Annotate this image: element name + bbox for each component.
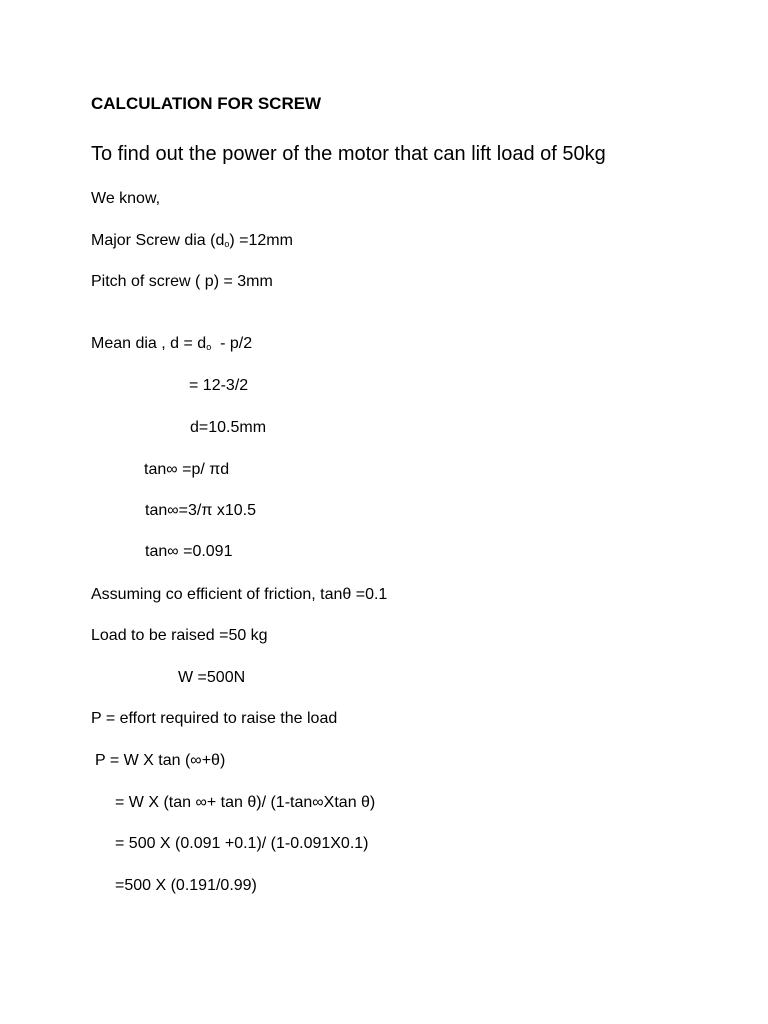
- text: ) =12mm: [229, 232, 293, 249]
- equation-line: d=10.5mm: [190, 419, 267, 436]
- subscript: o: [224, 239, 230, 249]
- problem-statement: To find out the power of the motor that can lift load of 50kg: [91, 143, 606, 165]
- equation-line: tan∞=3/π x10.5: [145, 502, 256, 519]
- equation-line: tan∞ =0.091: [145, 543, 233, 560]
- text: - p/2: [211, 335, 253, 352]
- equation-line: =500 X (0.191/0.99): [115, 877, 257, 894]
- equation-line: tan∞ =p/ πd: [144, 461, 230, 478]
- mean-diameter-line: [91, 334, 252, 357]
- equation-line: W =500N: [178, 669, 246, 686]
- text-line: Load to be raised =50 kg: [91, 627, 268, 644]
- equation-line: = 12-3/2: [189, 377, 249, 394]
- text: Major Screw dia (d: [91, 232, 225, 249]
- equation-line: = W X (tan ∞+ tan θ)/ (1-tan∞Xtan θ): [115, 794, 376, 811]
- text: Mean dia , d = d: [91, 335, 207, 352]
- equation-line: = 500 X (0.091 +0.1)/ (1-0.091X0.1): [115, 835, 369, 852]
- text-line: We know,: [91, 190, 161, 207]
- pitch-line: Pitch of screw ( p) = 3mm: [91, 273, 273, 290]
- subscript: o: [206, 342, 212, 352]
- major-diameter-line: [91, 231, 293, 254]
- equation-line: P = W X tan (∞+θ): [95, 752, 226, 769]
- document-title: CALCULATION FOR SCREW: [91, 94, 322, 113]
- text-line: Assuming co efficient of friction, tanθ =0.1: [91, 586, 388, 603]
- text-line: P = effort required to raise the load: [91, 710, 338, 727]
